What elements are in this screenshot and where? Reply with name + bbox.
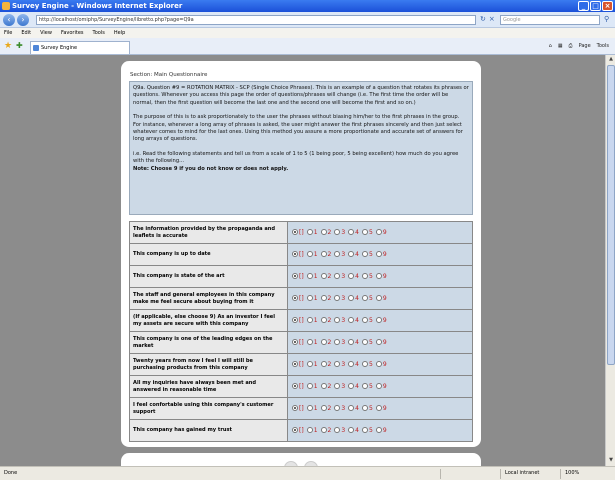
rating-option[interactable]	[362, 317, 373, 324]
rating-option[interactable]	[334, 229, 345, 236]
rating-option[interactable]	[321, 383, 332, 390]
radio-button[interactable]	[307, 273, 313, 279]
rating-option[interactable]	[334, 273, 345, 280]
intro-paragraph-1: Q9a. Question #9 = ROTATION MATRIX - SCP (Single Choice Phrases). This is an example of a question that rotates its phrases or questions. Whenever you access this page the order of questions/phrases will change (i.e. The first time the order will be normal, then the first question will become the last one and the second one will become the first and so on.)	[133, 85, 469, 106]
radio-button[interactable]	[348, 295, 354, 301]
rating-option-label: 4	[355, 251, 359, 258]
radio-button[interactable]	[321, 229, 327, 235]
rating-option-label: 3	[341, 339, 346, 346]
radio-button[interactable]	[362, 427, 368, 433]
rating-option-label: 5	[369, 229, 373, 236]
radio-button[interactable]	[307, 427, 313, 433]
radio-button[interactable]	[307, 229, 313, 235]
radio-button[interactable]	[362, 383, 368, 389]
rating-option-label: 2	[327, 427, 332, 434]
rating-option-label: 1	[313, 317, 318, 324]
rating-option-label: 5	[369, 339, 373, 346]
rating-option-label: []	[299, 295, 304, 302]
radio-button[interactable]	[362, 273, 368, 279]
rating-option[interactable]	[362, 383, 373, 390]
rating-option[interactable]	[362, 427, 373, 434]
title-bar	[0, 0, 615, 12]
rating-option[interactable]	[376, 361, 387, 368]
section-label: Section: Main Questionnaire	[130, 72, 208, 78]
rating-option-label: 2	[327, 229, 332, 236]
rating-options	[288, 354, 473, 376]
rating-option[interactable]	[348, 383, 359, 390]
favorites-star-icon[interactable]: ★	[4, 41, 13, 51]
rating-option[interactable]	[307, 317, 318, 324]
rating-option[interactable]	[307, 405, 318, 412]
table-row	[130, 288, 473, 310]
radio-button[interactable]	[362, 317, 368, 323]
rating-option[interactable]	[348, 317, 359, 324]
rating-option-label: 3	[341, 229, 346, 236]
rating-option[interactable]	[362, 229, 373, 236]
rating-option-label: 3	[341, 405, 346, 412]
page-menu[interactable]: Page	[578, 43, 591, 49]
rating-option-label: 1	[313, 361, 318, 368]
radio-button[interactable]	[348, 427, 354, 433]
rating-option-label: 2	[327, 405, 332, 412]
print-icon[interactable]: ⎙	[568, 43, 573, 49]
rating-option[interactable]	[307, 229, 318, 236]
rating-option[interactable]	[321, 361, 332, 368]
menu-bar	[0, 28, 615, 38]
radio-button[interactable]	[307, 383, 313, 389]
radio-button[interactable]	[292, 317, 298, 323]
minimize-button[interactable]: _	[578, 1, 589, 11]
close-button[interactable]: ×	[602, 1, 613, 11]
menu-file[interactable]: File	[4, 30, 13, 36]
statement-label: The information provided by the propaganda and leaflets is accurate	[130, 222, 288, 244]
status-text: Done	[4, 470, 18, 476]
radio-button[interactable]	[348, 317, 354, 323]
rating-option[interactable]	[334, 427, 345, 434]
radio-button[interactable]	[348, 339, 354, 345]
rating-option[interactable]	[348, 427, 359, 434]
rating-option-label: 9	[382, 273, 387, 280]
statement-label: The staff and general employees in this company make me feel secure about buying from it	[130, 288, 288, 310]
rating-option[interactable]	[334, 339, 345, 346]
rating-option-label: 4	[355, 405, 359, 412]
radio-button[interactable]	[362, 295, 368, 301]
radio-button[interactable]	[321, 383, 327, 389]
radio-button[interactable]	[376, 427, 382, 433]
radio-button[interactable]	[334, 361, 340, 367]
rating-option-label: 5	[369, 405, 373, 412]
radio-button[interactable]	[376, 229, 382, 235]
rating-option-label: 9	[382, 383, 387, 390]
rating-option-label: 4	[355, 361, 359, 368]
radio-button[interactable]	[292, 339, 298, 345]
rating-option[interactable]	[292, 383, 304, 390]
rating-option-label: 1	[313, 405, 318, 412]
rating-option-label: []	[299, 427, 304, 434]
vertical-scrollbar[interactable]	[605, 55, 615, 466]
radio-button[interactable]	[362, 339, 368, 345]
radio-button[interactable]	[307, 317, 313, 323]
rating-option-label: 4	[355, 339, 359, 346]
radio-button[interactable]	[376, 339, 382, 345]
rating-option[interactable]	[292, 273, 304, 280]
rating-option[interactable]	[376, 251, 387, 258]
rating-option[interactable]	[321, 427, 332, 434]
radio-button[interactable]	[334, 339, 340, 345]
rating-option[interactable]	[376, 273, 387, 280]
rating-option-label: 4	[355, 383, 359, 390]
rating-option[interactable]	[307, 339, 318, 346]
rating-option[interactable]	[307, 361, 318, 368]
rating-option-label: 3	[341, 295, 346, 302]
table-row	[130, 420, 473, 442]
rating-option-label: 9	[382, 405, 387, 412]
table-row	[130, 398, 473, 420]
intro-paragraph-2: The purpose of this is to ask proportionately to the user the phrases without biasing him/her to the first phrases in the group. For instance, whenever a long array of phrases is asked, the user might answer the first phrases sincerely and then just select whatever comes to mind for the last ones. Using this method you assure a more proportionate and accurate set of answers for long arrays of questions.	[133, 114, 463, 143]
rating-option[interactable]	[307, 295, 318, 302]
radio-button[interactable]	[321, 295, 327, 301]
radio-button[interactable]	[334, 317, 340, 323]
rating-option[interactable]	[362, 295, 373, 302]
rating-option[interactable]	[334, 361, 345, 368]
intro-note: Note: Choose 9 if you do not know or does not apply.	[133, 165, 289, 172]
address-bar	[0, 12, 615, 28]
radio-button[interactable]	[348, 361, 354, 367]
back-icon[interactable]: ‹	[3, 14, 15, 26]
radio-button[interactable]	[307, 339, 313, 345]
radio-button[interactable]	[334, 427, 340, 433]
statement-label: This company is state of the art	[130, 266, 288, 288]
page-viewport	[0, 55, 605, 466]
rating-option-label: 9	[382, 229, 387, 236]
radio-button[interactable]	[362, 405, 368, 411]
rating-option-label: 1	[313, 383, 318, 390]
page-icon	[33, 45, 39, 51]
rating-option[interactable]	[292, 339, 304, 346]
radio-button[interactable]	[321, 339, 327, 345]
radio-button[interactable]	[348, 251, 354, 257]
radio-button[interactable]	[362, 361, 368, 367]
statement-label: All my inquiries have always been met and answered in reasonable time	[130, 376, 288, 398]
radio-button[interactable]	[334, 229, 340, 235]
rating-option-label: []	[299, 229, 304, 236]
rating-option[interactable]	[362, 251, 373, 258]
rating-option-label: 9	[382, 295, 387, 302]
rating-option[interactable]	[321, 273, 332, 280]
rating-option[interactable]	[334, 251, 345, 258]
rating-option-label: 1	[313, 295, 318, 302]
question-intro	[129, 81, 473, 215]
rating-option[interactable]	[292, 229, 304, 236]
radio-button[interactable]	[292, 405, 298, 411]
rating-option-label: 2	[327, 383, 332, 390]
rating-option[interactable]	[321, 295, 332, 302]
radio-button[interactable]	[348, 383, 354, 389]
tab-bar	[0, 38, 615, 55]
rating-option[interactable]	[292, 405, 304, 412]
rating-option[interactable]	[321, 251, 332, 258]
rating-option-label: 5	[369, 251, 373, 258]
rating-option-label: 1	[313, 427, 318, 434]
search-icon[interactable]: ⚲	[604, 15, 610, 23]
radio-button[interactable]	[348, 405, 354, 411]
stop-icon[interactable]: ×	[488, 15, 495, 23]
rating-option[interactable]	[362, 273, 373, 280]
rating-option[interactable]	[292, 251, 304, 258]
rating-option[interactable]	[376, 405, 387, 412]
rating-option-label: 5	[369, 427, 373, 434]
rating-options	[288, 288, 473, 310]
rating-option[interactable]	[334, 383, 345, 390]
rating-option-label: []	[299, 317, 304, 324]
tab-survey-engine[interactable]	[30, 41, 130, 54]
rating-option[interactable]	[292, 295, 304, 302]
radio-button[interactable]	[376, 295, 382, 301]
radio-button[interactable]	[321, 317, 327, 323]
ie-icon	[2, 2, 10, 10]
menu-view[interactable]: View	[40, 30, 52, 36]
rating-option-label: 9	[382, 317, 387, 324]
rating-option-label: 3	[341, 383, 346, 390]
menu-edit[interactable]: Edit	[21, 30, 32, 36]
rating-option-label: 9	[382, 361, 387, 368]
intro-paragraph-3: i.e. Read the following statements and tell us from a scale of 1 to 5 (1 being poor, 5 being excellent) how much do you agree with the following...	[133, 150, 459, 165]
radio-button[interactable]	[321, 273, 327, 279]
rating-option[interactable]	[348, 251, 359, 258]
radio-button[interactable]	[362, 251, 368, 257]
rotation-matrix-table	[129, 221, 473, 442]
maximize-button[interactable]: □	[590, 1, 601, 11]
home-icon[interactable]: ⌂	[548, 43, 552, 49]
rating-option-label: 4	[355, 427, 359, 434]
rating-option-label: 1	[313, 273, 318, 280]
rating-option[interactable]	[307, 251, 318, 258]
window-title: Survey Engine - Windows Internet Explorer	[12, 2, 183, 10]
rating-option-label: 4	[355, 317, 359, 324]
rating-options	[288, 376, 473, 398]
rating-option[interactable]	[334, 317, 345, 324]
statement-label: This company has gained my trust	[130, 420, 288, 442]
rating-option[interactable]	[321, 317, 332, 324]
rating-option-label: 2	[327, 273, 332, 280]
radio-button[interactable]	[292, 229, 298, 235]
rating-option-label: 5	[369, 273, 373, 280]
rating-option[interactable]	[362, 339, 373, 346]
radio-button[interactable]	[307, 405, 313, 411]
rating-options	[288, 222, 473, 244]
search-input[interactable]: Google	[500, 15, 600, 25]
rating-option[interactable]	[348, 339, 359, 346]
rating-option[interactable]	[348, 405, 359, 412]
rating-option-label: 5	[369, 295, 373, 302]
rating-option[interactable]	[348, 361, 359, 368]
rating-option[interactable]	[321, 229, 332, 236]
rating-option-label: 1	[313, 251, 318, 258]
rating-option-label: 1	[313, 339, 318, 346]
radio-button[interactable]	[362, 229, 368, 235]
rating-option[interactable]	[321, 339, 332, 346]
rating-option[interactable]	[348, 229, 359, 236]
rating-option-label: 1	[313, 229, 318, 236]
radio-button[interactable]	[292, 273, 298, 279]
table-row	[130, 266, 473, 288]
rating-option[interactable]	[376, 339, 387, 346]
rating-options	[288, 398, 473, 420]
rating-option[interactable]	[292, 317, 304, 324]
rating-option-label: []	[299, 361, 304, 368]
table-row	[130, 354, 473, 376]
refresh-icon[interactable]: ↻	[480, 15, 486, 23]
rating-option-label: 2	[327, 317, 332, 324]
radio-button[interactable]	[321, 427, 327, 433]
question-card	[121, 61, 481, 447]
tools-menu[interactable]: Tools	[596, 43, 609, 49]
radio-button[interactable]	[376, 273, 382, 279]
rating-option-label: 3	[341, 361, 346, 368]
navigation-card	[121, 453, 481, 466]
radio-button[interactable]	[376, 405, 382, 411]
table-row	[130, 332, 473, 354]
rating-option-label: 3	[341, 273, 346, 280]
rating-option[interactable]	[321, 405, 332, 412]
scroll-thumb[interactable]	[607, 65, 615, 365]
security-zone: Local intranet	[505, 470, 540, 476]
rating-options	[288, 266, 473, 288]
rating-option-label: 4	[355, 229, 359, 236]
status-bar	[0, 466, 615, 480]
rating-option[interactable]	[348, 295, 359, 302]
radio-button[interactable]	[292, 383, 298, 389]
rating-option[interactable]	[348, 273, 359, 280]
rating-option-label: []	[299, 273, 304, 280]
rating-option-label: 9	[382, 251, 387, 258]
rating-option-label: 4	[355, 273, 359, 280]
tab-label: Survey Engine	[41, 45, 78, 51]
rating-option[interactable]	[376, 383, 387, 390]
radio-button[interactable]	[376, 383, 382, 389]
table-row	[130, 376, 473, 398]
rating-options	[288, 310, 473, 332]
radio-button[interactable]	[334, 405, 340, 411]
rating-option[interactable]	[334, 405, 345, 412]
table-row	[130, 310, 473, 332]
radio-button[interactable]	[321, 251, 327, 257]
rating-option[interactable]	[292, 427, 304, 434]
table-row	[130, 244, 473, 266]
rating-option-label: []	[299, 251, 304, 258]
rating-option[interactable]	[376, 229, 387, 236]
radio-button[interactable]	[292, 251, 298, 257]
rating-option[interactable]	[376, 427, 387, 434]
rating-option-label: 3	[341, 251, 346, 258]
rating-options	[288, 332, 473, 354]
menu-help[interactable]: Help	[113, 30, 126, 36]
radio-button[interactable]	[292, 427, 298, 433]
radio-button[interactable]	[334, 295, 340, 301]
radio-button[interactable]	[307, 295, 313, 301]
radio-button[interactable]	[321, 361, 327, 367]
radio-button[interactable]	[334, 251, 340, 257]
rating-option-label: []	[299, 383, 304, 390]
rating-option-label: 5	[369, 317, 373, 324]
forward-icon[interactable]: ›	[17, 14, 29, 26]
scroll-up-icon[interactable]: ▲	[609, 56, 613, 62]
radio-button[interactable]	[376, 251, 382, 257]
rating-option[interactable]	[334, 295, 345, 302]
rating-option-label: 2	[327, 339, 332, 346]
rating-option[interactable]	[307, 383, 318, 390]
rating-option-label: 2	[327, 295, 332, 302]
rating-option[interactable]	[362, 361, 373, 368]
rating-option[interactable]	[292, 361, 304, 368]
rating-option-label: 2	[327, 361, 332, 368]
add-favorite-icon[interactable]: ✚	[16, 41, 23, 50]
zoom-level[interactable]: 100%	[565, 470, 580, 476]
radio-button[interactable]	[321, 405, 327, 411]
rating-options	[288, 420, 473, 442]
rating-option[interactable]	[376, 317, 387, 324]
feeds-icon[interactable]: ▦	[557, 43, 563, 49]
rating-option-label: 9	[382, 427, 387, 434]
rating-option[interactable]	[376, 295, 387, 302]
scroll-down-icon[interactable]: ▼	[609, 457, 613, 463]
rating-options	[288, 244, 473, 266]
menu-tools[interactable]: Tools	[92, 30, 105, 36]
rating-option-label: 5	[369, 361, 373, 368]
rating-option-label: []	[299, 339, 304, 346]
radio-button[interactable]	[376, 317, 382, 323]
statement-label: I feel confortable using this company's customer support	[130, 398, 288, 420]
statement-label: This company is up to date	[130, 244, 288, 266]
rating-option-label: []	[299, 405, 304, 412]
rating-option[interactable]	[362, 405, 373, 412]
statement-label: Twenty years from now I feel I will still be purchasing products from this company	[130, 354, 288, 376]
rating-option[interactable]	[307, 273, 318, 280]
rating-option-label: 5	[369, 383, 373, 390]
radio-button[interactable]	[348, 273, 354, 279]
rating-option-label: 2	[327, 251, 332, 258]
rating-option-label: 9	[382, 339, 387, 346]
rating-option-label: 3	[341, 317, 346, 324]
radio-button[interactable]	[376, 361, 382, 367]
radio-button[interactable]	[307, 251, 313, 257]
rating-option-label: 3	[341, 427, 346, 434]
rating-option-label: 4	[355, 295, 359, 302]
url-input[interactable]: http://localhost/omiphp/SurveyEngine/libretto.php?page=Q9a	[36, 15, 476, 25]
rating-option[interactable]	[307, 427, 318, 434]
radio-button[interactable]	[334, 273, 340, 279]
menu-favorites[interactable]: Favorites	[60, 30, 84, 36]
radio-button[interactable]	[292, 295, 298, 301]
radio-button[interactable]	[334, 383, 340, 389]
statement-label: (If applicable, else choose 9) As an investor I feel my assets are secure with this company	[130, 310, 288, 332]
radio-button[interactable]	[307, 361, 313, 367]
table-row	[130, 222, 473, 244]
radio-button[interactable]	[348, 229, 354, 235]
radio-button[interactable]	[292, 361, 298, 367]
statement-label: This company is one of the leading edges on the market	[130, 332, 288, 354]
